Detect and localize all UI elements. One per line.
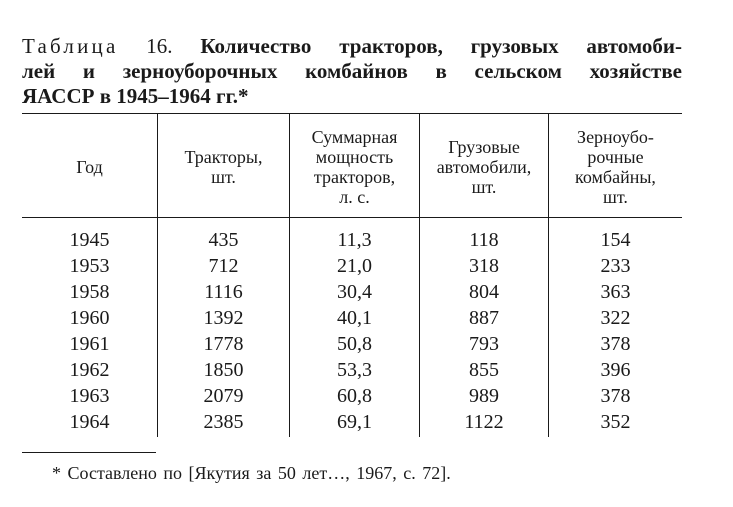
column-power-values: 11,3 21,0 30,4 40,1 50,8 53,3 60,8 69,1 (337, 229, 372, 433)
caption-line-1 (22, 34, 682, 59)
table-caption (22, 34, 682, 109)
caption-number: 16. (146, 34, 173, 58)
header-year: Год (76, 157, 103, 177)
table-top-rule (22, 113, 682, 114)
column-combines-values: 154 233 363 322 378 396 378 352 (600, 229, 631, 433)
caption-line-3: ЯАССР в 1945–1964 гг.* (22, 84, 249, 108)
header-combines: Зерноубо- рочные комбайны, шт. (575, 127, 656, 207)
caption-title-1: Количество тракторов, грузовых автомоби- (200, 34, 682, 58)
column-tractors-values: 435 712 1116 1392 1778 1850 2079 2385 (203, 229, 244, 433)
footnote: * Составлено по [Якутия за 50 лет…, 1967, с. 72]. (52, 463, 451, 483)
column-trucks-values: 118 318 804 887 793 855 989 1122 (464, 229, 504, 433)
header-tractor-power: Суммарная мощность тракторов, л. с. (311, 127, 398, 207)
header-tractors: Тракторы, шт. (184, 147, 263, 187)
footnote-rule (22, 452, 156, 453)
header-trucks: Грузовые автомобили, шт. (436, 137, 532, 197)
caption-line-2: лей и зерноуборочных комбайнов в сельском хозяйстве (22, 59, 682, 83)
column-year-values: 1945 1953 1958 1960 1961 1962 1963 1964 (69, 229, 110, 433)
table-header-rule (22, 217, 682, 218)
caption-label: Таблица (22, 34, 119, 58)
